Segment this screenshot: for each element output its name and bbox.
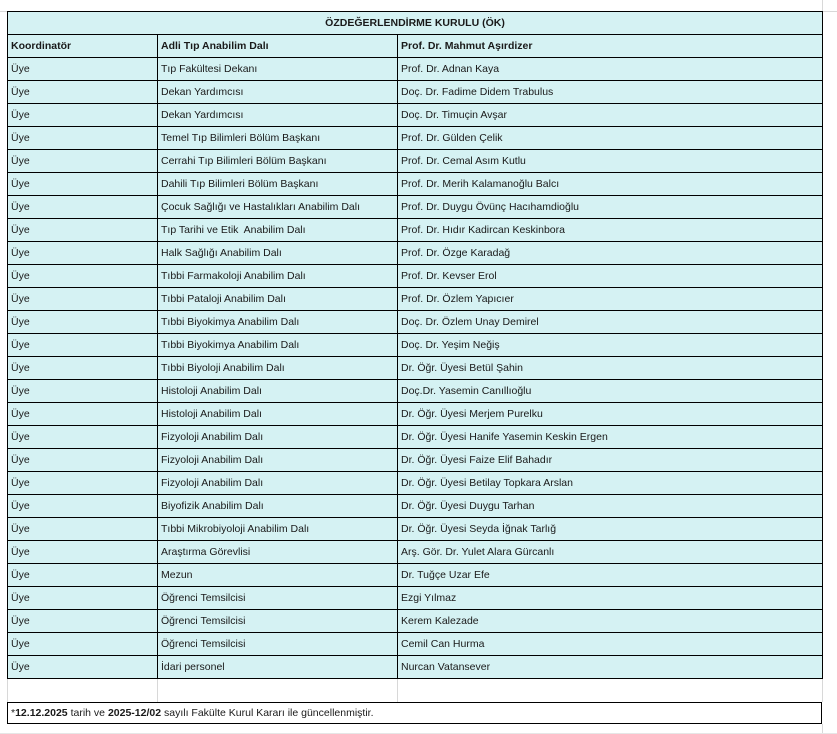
member-unit-cell[interactable]: Fizyoloji Anabilim Dalı xyxy=(158,472,398,495)
member-unit-cell[interactable]: Temel Tıp Bilimleri Bölüm Başkanı xyxy=(158,127,398,150)
member-row xyxy=(8,541,823,564)
member-name-cell[interactable]: Prof. Dr. Hıdır Kadircan Keskinbora xyxy=(398,219,823,242)
coordinator-row xyxy=(8,35,823,58)
member-row xyxy=(8,472,823,495)
member-unit-cell[interactable]: Tıbbi Biyoloji Anabilim Dalı xyxy=(158,357,398,380)
member-name-cell[interactable]: Prof. Dr. Adnan Kaya xyxy=(398,58,823,81)
member-role-cell[interactable]: Üye xyxy=(8,564,158,587)
member-name-cell[interactable]: Doç. Dr. Fadime Didem Trabulus xyxy=(398,81,823,104)
member-row xyxy=(8,380,823,403)
member-row xyxy=(8,426,823,449)
member-row xyxy=(8,357,823,380)
member-role-cell[interactable]: Üye xyxy=(8,472,158,495)
member-unit-cell[interactable]: Biyofizik Anabilim Dalı xyxy=(158,495,398,518)
member-unit-cell[interactable]: Tıbbi Pataloji Anabilim Dalı xyxy=(158,288,398,311)
coordinator-name-cell[interactable]: Prof. Dr. Mahmut Aşırdizer xyxy=(398,35,823,58)
member-unit-cell[interactable]: Histoloji Anabilim Dalı xyxy=(158,403,398,426)
member-name-cell[interactable]: Dr. Tuğçe Uzar Efe xyxy=(398,564,823,587)
member-role-cell[interactable]: Üye xyxy=(8,127,158,150)
member-name-cell[interactable]: Dr. Öğr. Üyesi Duygu Tarhan xyxy=(398,495,823,518)
member-unit-cell[interactable]: Tıbbi Mikrobiyoloji Anabilim Dalı xyxy=(158,518,398,541)
member-name-cell[interactable]: Ezgi Yılmaz xyxy=(398,587,823,610)
member-row xyxy=(8,127,823,150)
member-unit-cell[interactable]: Histoloji Anabilim Dalı xyxy=(158,380,398,403)
spreadsheet-sheet xyxy=(7,11,822,724)
gridline xyxy=(397,679,398,702)
member-role-cell[interactable]: Üye xyxy=(8,449,158,472)
footnote-text-1: tarih ve xyxy=(67,707,108,719)
member-name-cell[interactable]: Dr. Öğr. Üyesi Betül Şahin xyxy=(398,357,823,380)
member-name-cell[interactable]: Dr. Öğr. Üyesi Hanife Yasemin Keskin Ergen xyxy=(398,426,823,449)
member-role-cell[interactable]: Üye xyxy=(8,380,158,403)
member-name-cell[interactable]: Prof. Dr. Kevser Erol xyxy=(398,265,823,288)
gridline xyxy=(7,679,8,702)
member-row xyxy=(8,564,823,587)
member-role-cell[interactable]: Üye xyxy=(8,633,158,656)
member-unit-cell[interactable]: Öğrenci Temsilcisi xyxy=(158,633,398,656)
member-role-cell[interactable]: Üye xyxy=(8,656,158,679)
member-name-cell[interactable]: Kerem Kalezade xyxy=(398,610,823,633)
member-name-cell[interactable]: Dr. Öğr. Üyesi Merjem Purelku xyxy=(398,403,823,426)
title-row xyxy=(8,12,823,35)
member-row xyxy=(8,288,823,311)
member-unit-cell[interactable]: Fizyoloji Anabilim Dalı xyxy=(158,449,398,472)
member-unit-cell[interactable]: İdari personel xyxy=(158,656,398,679)
member-unit-cell[interactable]: Tıbbi Biyokimya Anabilim Dalı xyxy=(158,334,398,357)
member-name-cell[interactable]: Doç.Dr. Yasemin Canıllıoğlu xyxy=(398,380,823,403)
footnote-cell[interactable] xyxy=(7,702,822,724)
member-name-cell[interactable]: Nurcan Vatansever xyxy=(398,656,823,679)
member-role-cell[interactable]: Üye xyxy=(8,403,158,426)
member-role-cell[interactable]: Üye xyxy=(8,288,158,311)
footnote-decision-number: 2025-12/02 xyxy=(107,707,162,719)
member-role-cell[interactable]: Üye xyxy=(8,81,158,104)
member-row xyxy=(8,656,823,679)
member-row xyxy=(8,449,823,472)
member-unit-cell[interactable]: Tıbbi Farmakoloji Anabilim Dalı xyxy=(158,265,398,288)
member-name-cell[interactable]: Doç. Dr. Yeşim Neğiş xyxy=(398,334,823,357)
member-name-cell[interactable]: Prof. Dr. Merih Kalamanoğlu Balcı xyxy=(398,173,823,196)
footnote-date: 12.12.2025 xyxy=(15,707,68,719)
member-row xyxy=(8,265,823,288)
member-role-cell[interactable]: Üye xyxy=(8,518,158,541)
member-role-cell[interactable]: Üye xyxy=(8,610,158,633)
member-unit-cell[interactable]: Tıbbi Biyokimya Anabilim Dalı xyxy=(158,311,398,334)
gridline xyxy=(822,11,837,12)
member-name-cell[interactable]: Doç. Dr. Özlem Unay Demirel xyxy=(398,311,823,334)
member-role-cell[interactable]: Üye xyxy=(8,587,158,610)
member-row xyxy=(8,104,823,127)
member-role-cell[interactable]: Üye xyxy=(8,265,158,288)
member-unit-cell[interactable]: Dekan Yardımcısı xyxy=(158,81,398,104)
member-name-cell[interactable]: Doç. Dr. Timuçin Avşar xyxy=(398,104,823,127)
member-role-cell[interactable]: Üye xyxy=(8,196,158,219)
member-row xyxy=(8,334,823,357)
member-unit-cell[interactable]: Öğrenci Temsilcisi xyxy=(158,610,398,633)
member-role-cell[interactable]: Üye xyxy=(8,104,158,127)
member-unit-cell[interactable]: Fizyoloji Anabilim Dalı xyxy=(158,426,398,449)
member-role-cell[interactable]: Üye xyxy=(8,495,158,518)
empty-spreadsheet-row[interactable] xyxy=(7,679,822,702)
member-unit-cell[interactable]: Dahili Tıp Bilimleri Bölüm Başkanı xyxy=(158,173,398,196)
member-name-cell[interactable]: Dr. Öğr. Üyesi Seyda İğnak Tarlığ xyxy=(398,518,823,541)
gridline xyxy=(157,679,158,702)
council-table xyxy=(7,11,823,679)
member-row xyxy=(8,518,823,541)
member-unit-cell[interactable]: Tıp Tarihi ve Etik Anabilim Dalı xyxy=(158,219,398,242)
member-unit-cell[interactable]: Araştırma Görevlisi xyxy=(158,541,398,564)
member-row xyxy=(8,219,823,242)
member-name-cell[interactable]: Prof. Dr. Gülden Çelik xyxy=(398,127,823,150)
member-name-cell[interactable]: Dr. Öğr. Üyesi Betilay Topkara Arslan xyxy=(398,472,823,495)
member-role-cell[interactable]: Üye xyxy=(8,311,158,334)
member-unit-cell[interactable]: Tıp Fakültesi Dekanı xyxy=(158,58,398,81)
gridline xyxy=(0,11,7,12)
member-name-cell[interactable]: Prof. Dr. Cemal Asım Kutlu xyxy=(398,150,823,173)
footnote-asterisk: * xyxy=(11,707,16,719)
member-role-cell[interactable]: Üye xyxy=(8,426,158,449)
member-row xyxy=(8,587,823,610)
member-role-cell[interactable]: Üye xyxy=(8,219,158,242)
member-unit-cell[interactable]: Cerrahi Tıp Bilimleri Bölüm Başkanı xyxy=(158,150,398,173)
table-title[interactable]: ÖZDEĞERLENDİRME KURULU (ÖK) xyxy=(8,12,823,35)
member-row xyxy=(8,173,823,196)
coordinator-unit-cell[interactable]: Adli Tıp Anabilim Dalı xyxy=(158,35,398,58)
member-row xyxy=(8,495,823,518)
footnote-text-2: sayılı Fakülte Kurul Kararı ile güncellenmiştir. xyxy=(161,707,374,719)
member-name-cell[interactable]: Cemil Can Hurma xyxy=(398,633,823,656)
member-role-cell[interactable]: Üye xyxy=(8,242,158,265)
member-unit-cell[interactable]: Öğrenci Temsilcisi xyxy=(158,587,398,610)
member-role-cell[interactable]: Üye xyxy=(8,150,158,173)
member-role-cell[interactable]: Üye xyxy=(8,541,158,564)
gridline xyxy=(822,679,823,702)
member-row xyxy=(8,311,823,334)
member-row xyxy=(8,150,823,173)
member-unit-cell[interactable]: Mezun xyxy=(158,564,398,587)
member-row xyxy=(8,403,823,426)
member-name-cell[interactable]: Prof. Dr. Özlem Yapıcıer xyxy=(398,288,823,311)
member-name-cell[interactable]: Prof. Dr. Özge Karadağ xyxy=(398,242,823,265)
member-role-cell[interactable]: Üye xyxy=(8,357,158,380)
member-unit-cell[interactable]: Dekan Yardımcısı xyxy=(158,104,398,127)
member-role-cell[interactable]: Üye xyxy=(8,334,158,357)
member-row xyxy=(8,81,823,104)
member-role-cell[interactable]: Üye xyxy=(8,58,158,81)
member-name-cell[interactable]: Dr. Öğr. Üyesi Faize Elif Bahadır xyxy=(398,449,823,472)
member-name-cell[interactable]: Arş. Gör. Dr. Yulet Alara Gürcanlı xyxy=(398,541,823,564)
member-row xyxy=(8,196,823,219)
member-unit-cell[interactable]: Çocuk Sağlığı ve Hastalıkları Anabilim Dalı xyxy=(158,196,398,219)
member-row xyxy=(8,633,823,656)
member-role-cell[interactable]: Üye xyxy=(8,173,158,196)
member-row xyxy=(8,242,823,265)
member-unit-cell[interactable]: Halk Sağlığı Anabilim Dalı xyxy=(158,242,398,265)
member-name-cell[interactable]: Prof. Dr. Duygu Övünç Hacıhamdioğlu xyxy=(398,196,823,219)
gridline xyxy=(822,0,823,11)
member-row xyxy=(8,610,823,633)
member-row xyxy=(8,58,823,81)
coordinator-role-cell[interactable]: Koordinatör xyxy=(8,35,158,58)
